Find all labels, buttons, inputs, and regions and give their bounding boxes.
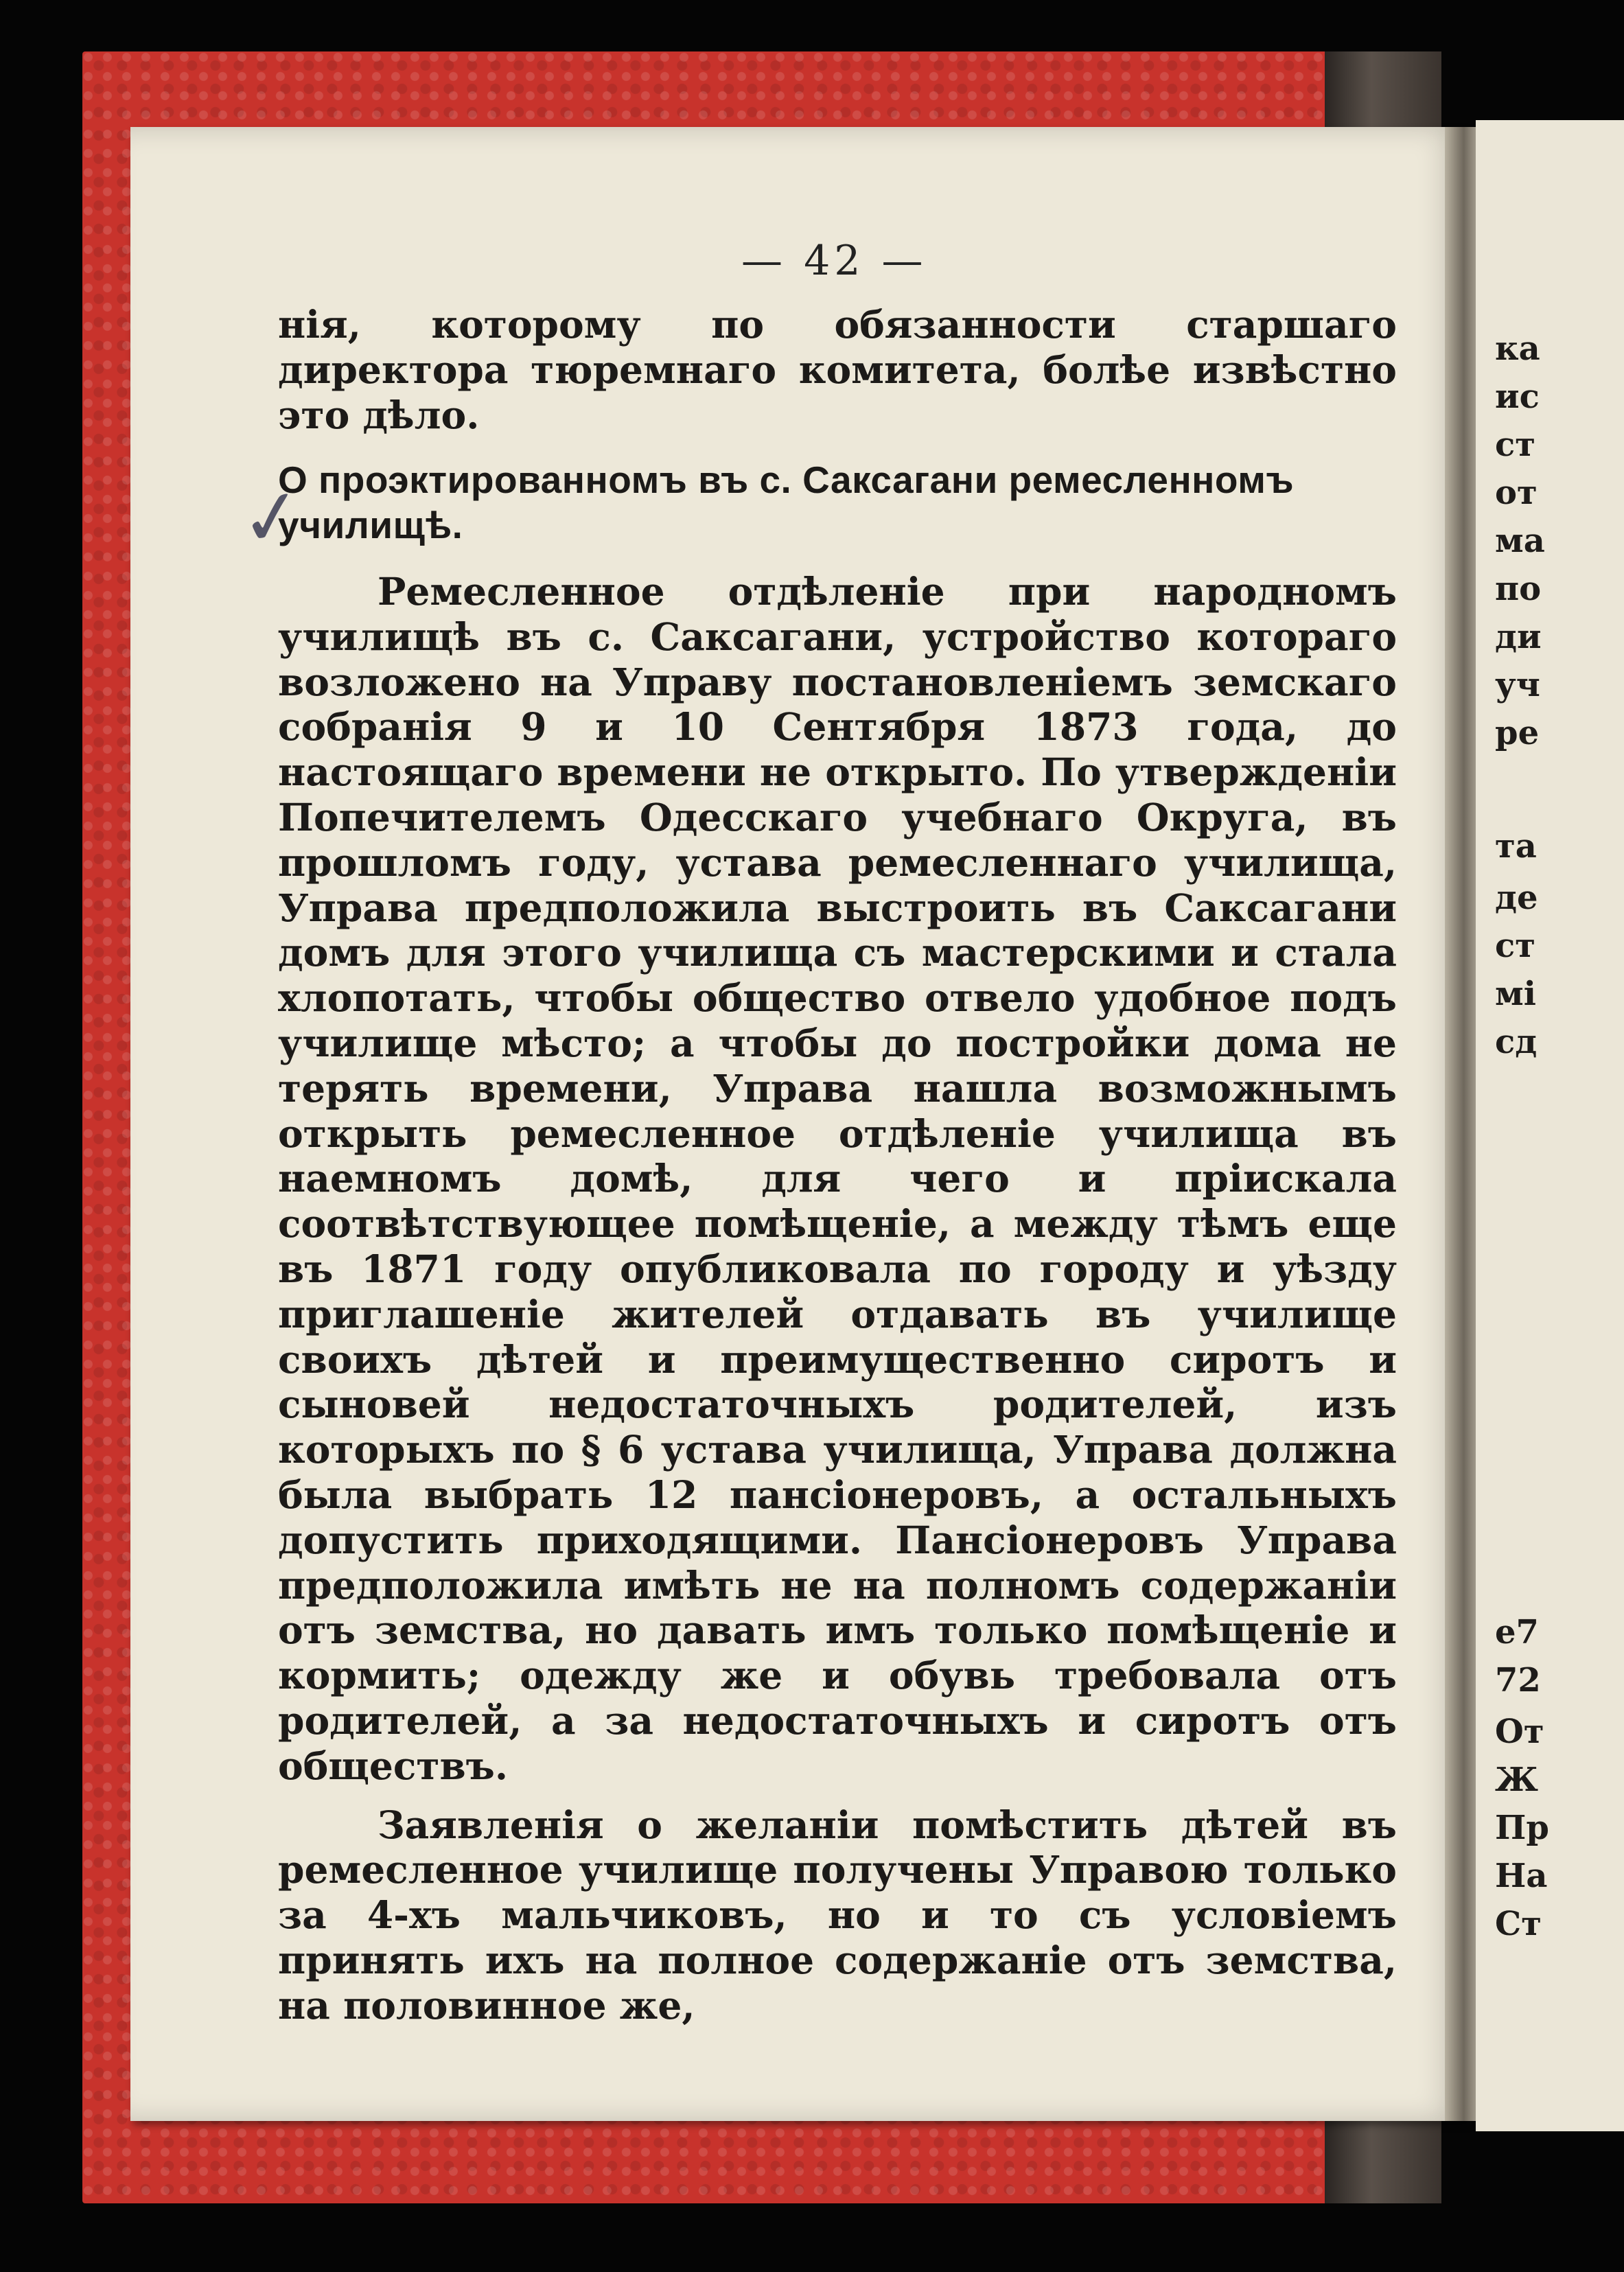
pencil-checkmark-icon: ✓	[234, 470, 310, 566]
right-page-fragment: уч	[1495, 666, 1540, 704]
right-page-fragment: 72	[1495, 1661, 1541, 1700]
paragraph-continuation: нія, которому по обязанности старшаго директора тюремнаго комитета, болѣе извѣстно это дѣло.	[278, 302, 1397, 437]
right-page-fragment: ка	[1495, 329, 1540, 368]
right-page-fragment: де	[1495, 879, 1538, 917]
right-page-fragment: ма	[1495, 522, 1545, 560]
right-page-fragment: Пр	[1495, 1809, 1549, 1847]
right-page	[1476, 120, 1624, 2131]
right-page-fragment: ре	[1495, 714, 1540, 752]
right-page-fragment: ст	[1495, 927, 1535, 965]
right-page-fragment: от	[1495, 474, 1538, 512]
right-page-fragment: ис	[1495, 378, 1540, 416]
right-page-fragment: та	[1495, 827, 1537, 866]
right-page-fragment: ди	[1495, 618, 1542, 656]
right-page-fragment: Ж	[1495, 1761, 1538, 1799]
right-page-fragment: ст	[1495, 426, 1535, 464]
paragraph: Ремесленное отдѣленіе при народномъ училищѣ въ с. Саксагани, устройство котораго возложено на Управу постановленіемъ земскаго собранія 9 и 10 Сентября 1873 года, до настоящаго времени не открыто. По утвержденіи Попечителемъ Одесскаго учебнаго Округа, въ прошломъ году, устава ремесленнаго училища, Управа предположила выстроить въ Саксагани домъ для этого училища съ мастерскими и стала хлопотать, чтобы общество отвело удобное подъ училище мѣсто; а чтобы до постройки дома не терять времени, Управа нашла возможнымъ открыть ремесленное отдѣленіе училища въ наемномъ домѣ, для чего и пріискала соотвѣтствующее помѣщеніе, а между тѣмъ еще въ 1871 году опубликовала по городу и уѣзду приглашеніе жителей отдавать въ училище своихъ дѣтей и преимущественно сиротъ и сыновей недостаточныхъ родителей, изъ которыхъ по § 6 устава училища, Управа должна была выбрать 12 пансіонеровъ, а остальныхъ допустить приходящими. Пансіонеровъ Управа предположила имѣть не на полномъ содержаніи отъ земства, но давать имъ только помѣщеніе и кормить; одежду же и обувь требовала отъ родителей, а за недостаточныхъ и сиротъ отъ обществъ.	[278, 568, 1397, 1788]
page-body	[278, 302, 1397, 2028]
right-page-fragment: мі	[1495, 975, 1536, 1013]
right-page-fragment: На	[1495, 1857, 1548, 1895]
right-page-fragment: От	[1495, 1713, 1544, 1751]
page-number: — 42 —	[741, 237, 927, 285]
right-page-fragment: по	[1495, 570, 1542, 608]
section-heading: О проэктированномъ въ с. Саксагани ремесленномъ училищѣ.	[278, 459, 1295, 547]
paragraph: Заявленія о желаніи помѣстить дѣтей въ ремесленное училище получены Управою только за 4-хъ мальчиковъ, но и то съ условіемъ принять ихъ на полное содержаніе отъ земства, на половинное же,	[278, 1802, 1397, 2028]
right-page-fragment: сд	[1495, 1023, 1538, 1061]
right-page-fragment: е7	[1495, 1613, 1539, 1651]
right-page-fragment: Ст	[1495, 1905, 1542, 1943]
